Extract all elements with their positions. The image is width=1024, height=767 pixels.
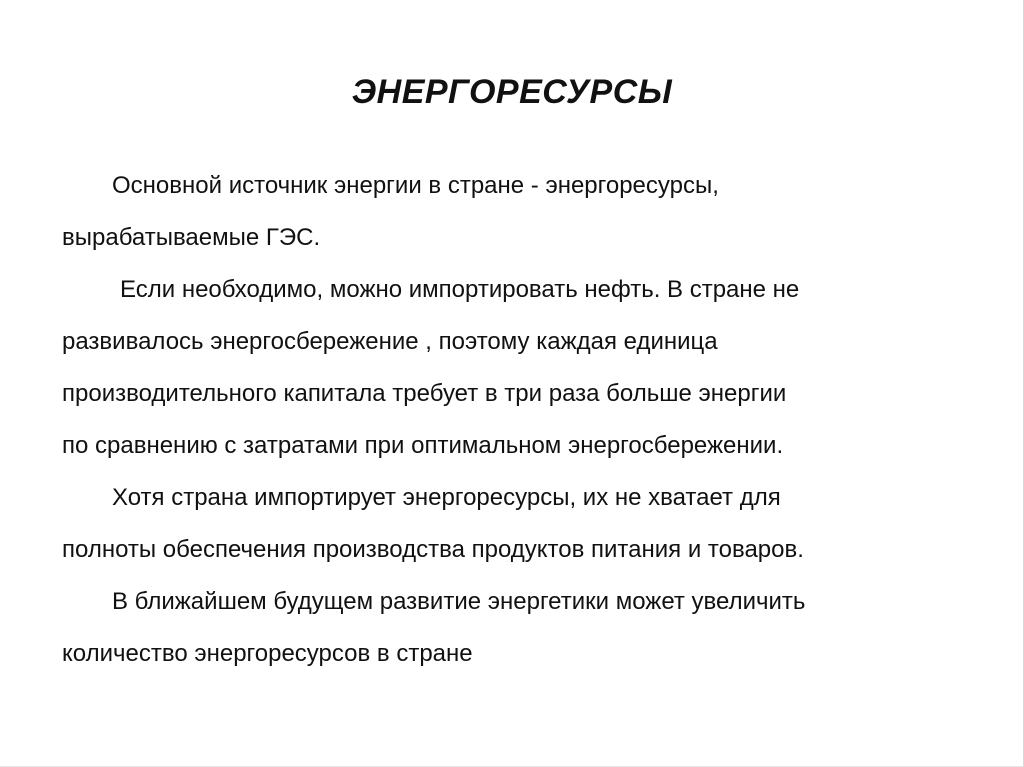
- paragraph-2-line-2: развивалось энергосбережение , поэтому каждая единица: [62, 328, 718, 355]
- slide-title: ЭНЕРГОРЕСУРСЫ: [351, 73, 673, 111]
- paragraph-1-line-1: Основной источник энергии в стране - энергоресурсы,: [112, 172, 719, 199]
- paragraph-2-line-1: Если необходимо, можно импортировать нефть. В стране не: [120, 276, 800, 303]
- paragraph-2-line-4: по сравнению с затратами при оптимальном энергосбережении.: [62, 432, 784, 459]
- paragraph-4-line-1: В ближайшем будущем развитие энергетики может увеличить: [112, 588, 806, 615]
- paragraph-3-line-1: Хотя страна импортирует энергоресурсы, их не хватает для: [112, 484, 781, 511]
- paragraph-1-line-2: вырабатываемые ГЭС.: [62, 224, 321, 251]
- slide-body: [62, 160, 962, 680]
- paragraph-2-line-3: производительного капитала требует в три раза больше энергии: [62, 380, 787, 407]
- paragraph-3-line-2: полноты обеспечения производства продуктов питания и товаров.: [62, 536, 804, 563]
- paragraph-4-line-2: количество энергоресурсов в стране: [62, 640, 473, 667]
